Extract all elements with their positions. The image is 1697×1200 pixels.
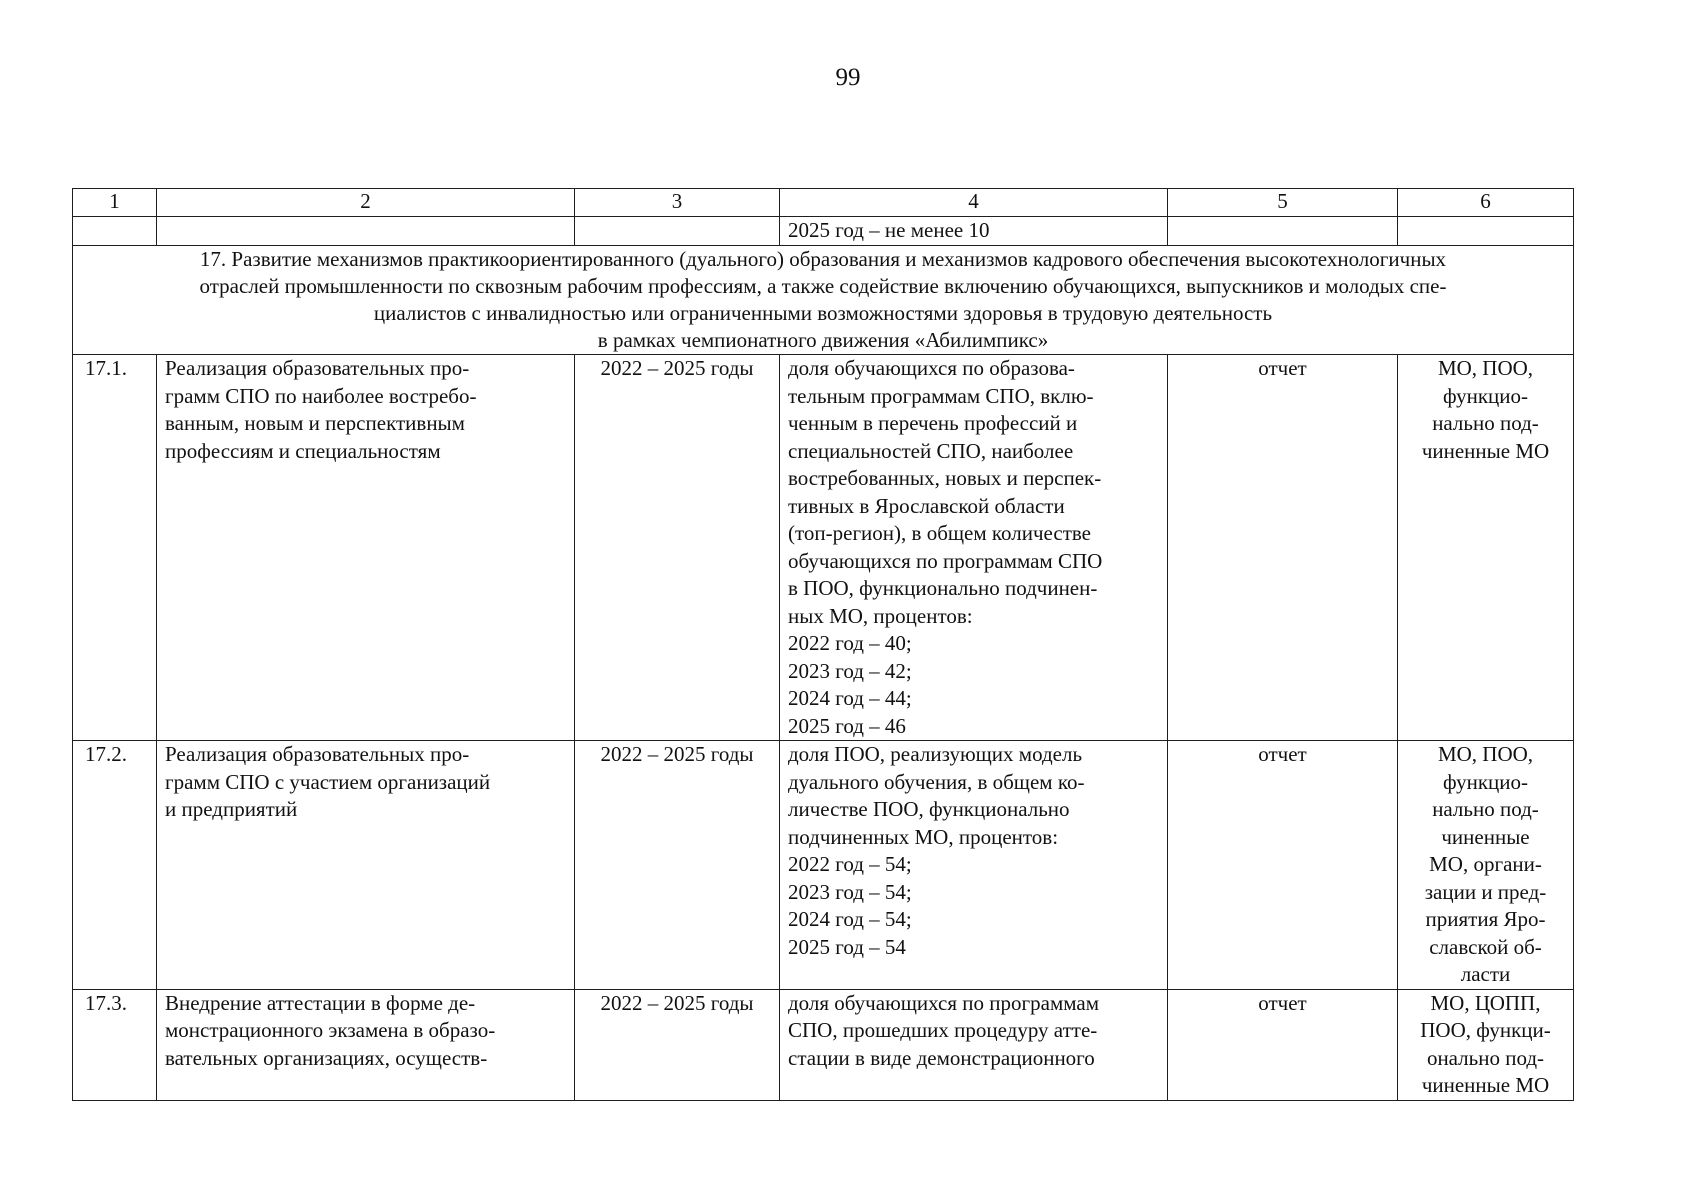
text-line: 2022 год – 54; [788, 852, 912, 876]
cell-number [73, 217, 157, 246]
table-row [73, 989, 1574, 1100]
result-form: отчет [1168, 741, 1398, 990]
text-line: Реализация образовательных про- [165, 742, 470, 766]
indicator [780, 355, 1168, 741]
text-line: МО, ПОО, [1437, 742, 1534, 766]
executor [1398, 989, 1574, 1100]
text-line: 2025 год – 46 [788, 713, 906, 738]
text-line: функцио- [1443, 383, 1528, 408]
column-number: 3 [575, 189, 780, 217]
text-line: грамм СПО с участием организаций [165, 769, 491, 794]
text-line: чиненные МО [1421, 1073, 1550, 1097]
cell-result [1168, 217, 1398, 246]
text-line: доля ПОО, реализующих модель [788, 742, 1083, 766]
text-line: 2024 год – 54; [788, 907, 912, 931]
text-line: стации в виде демонстрационного [788, 1045, 1095, 1070]
cell-executor [1398, 217, 1574, 246]
text-line: доля обучающихся по образова- [788, 356, 1075, 380]
text-line: ных МО, процентов: [788, 603, 973, 628]
text-line: функцио- [1443, 769, 1528, 794]
event-description [157, 741, 575, 990]
text-line: МО, органи- [1429, 852, 1542, 876]
text-line: приятия Яро- [1425, 907, 1546, 931]
text-line: тельным программам СПО, вклю- [788, 383, 1094, 408]
text-line: (топ-регион), в общем количестве [788, 521, 1092, 545]
section-heading-row [73, 246, 1574, 355]
executor [1398, 741, 1574, 990]
text-line: профессиям и специальностям [165, 438, 441, 463]
column-number: 6 [1398, 189, 1574, 217]
cell-indicator: 2025 год – не менее 10 [780, 217, 1168, 246]
text-line: нально под- [1432, 797, 1539, 821]
text-line: монстрационного экзамена в образо- [165, 1018, 496, 1042]
section-heading-line: отраслей промышленности по сквозным рабочим профессиям, а также содействие включению обучающихся, выпускников и молодых спе- [199, 274, 1447, 298]
text-line: славской об- [1429, 934, 1542, 959]
text-line: чиненные МО [1421, 438, 1550, 463]
text-line: обучающихся по программам СПО [788, 548, 1103, 573]
text-line: дуального обучения, в общем ко- [788, 769, 1085, 794]
text-line: МО, ПОО, [1437, 356, 1534, 380]
column-number: 4 [780, 189, 1168, 217]
result-form: отчет [1168, 989, 1398, 1100]
result-form: отчет [1168, 355, 1398, 741]
text-line: ванным, новым и перспективным [165, 411, 465, 435]
column-number: 1 [73, 189, 157, 217]
column-number: 2 [157, 189, 575, 217]
period: 2022 – 2025 годы [575, 355, 780, 741]
text-line: Реализация образовательных про- [165, 356, 470, 380]
text-line: и предприятий [165, 797, 298, 821]
text-line: 2024 год – 44; [788, 686, 912, 710]
table-row [73, 741, 1574, 990]
text-line: вательных организациях, осуществ- [165, 1045, 488, 1070]
text-line: 2023 год – 54; [788, 879, 912, 904]
text-line: 2025 год – 54 [788, 934, 906, 959]
section-heading-line: циалистов с инвалидностью или ограниченными возможностями здоровья в трудовую деятельность [373, 301, 1273, 325]
row-number: 17.3. [73, 989, 157, 1100]
cell-period [575, 217, 780, 246]
executor [1398, 355, 1574, 741]
text-line: онально под- [1426, 1045, 1545, 1070]
text-line: подчиненных МО, процентов: [788, 824, 1059, 849]
section-heading [73, 246, 1574, 355]
cell-event [157, 217, 575, 246]
section-heading-line: 17. Развитие механизмов практикоориентированного (дуального) образования и механизмов кадрового обеспечения высокотехнологичных [199, 247, 1447, 271]
text-line: тивных в Ярославской области [788, 493, 1065, 518]
text-line: 2022 год – 40; [788, 631, 912, 655]
text-line: доля обучающихся по программам [788, 990, 1099, 1015]
text-line: ласти [1460, 962, 1511, 986]
text-line: в ПОО, функционально подчинен- [788, 576, 1098, 600]
text-line: СПО, прошедших процедуру атте- [788, 1018, 1098, 1042]
text-line: личестве ПОО, функционально [788, 797, 1070, 821]
column-number: 5 [1168, 189, 1398, 217]
column-number-row [73, 189, 1574, 217]
text-line: востребованных, новых и перспек- [788, 466, 1102, 490]
text-line: МО, ЦОПП, [1430, 990, 1541, 1015]
text-line: ПОО, функци- [1420, 1018, 1551, 1042]
period: 2022 – 2025 годы [575, 989, 780, 1100]
indicator [780, 989, 1168, 1100]
event-description [157, 989, 575, 1100]
text-line: ченным в перечень профессий и [788, 411, 1078, 435]
event-description [157, 355, 575, 741]
table-row [73, 355, 1574, 741]
text-line: специальностей СПО, наиболее [788, 438, 1074, 463]
period: 2022 – 2025 годы [575, 741, 780, 990]
text-line: нально под- [1432, 411, 1539, 435]
text-line: чиненные [1441, 824, 1530, 849]
section-heading-line: в рамках чемпионатного движения «Абилимпикс» [597, 328, 1049, 352]
activity-plan-table [72, 188, 1574, 1101]
text-line: Внедрение аттестации в форме де- [165, 990, 476, 1015]
page-number: 99 [835, 64, 861, 91]
row-number: 17.1. [73, 355, 157, 741]
text-line: зации и пред- [1424, 879, 1547, 904]
continuation-row [73, 217, 1574, 246]
row-number: 17.2. [73, 741, 157, 990]
indicator [780, 741, 1168, 990]
text-line: грамм СПО по наиболее востребо- [165, 383, 477, 408]
text-line: 2023 год – 42; [788, 658, 912, 683]
